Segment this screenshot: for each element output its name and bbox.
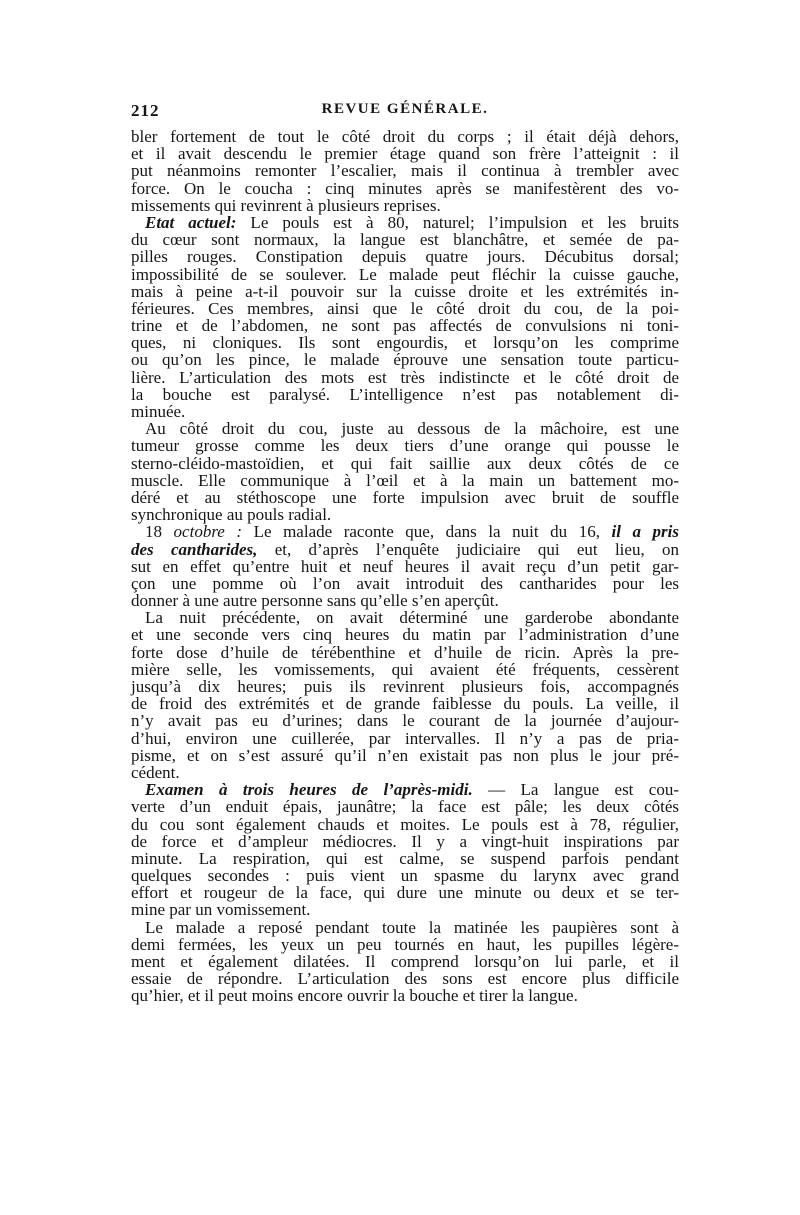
text-line: [131, 970, 679, 987]
text-segment: forte dose d’huile de térébenthine et d’huile de ricin. Après la pre-: [131, 642, 679, 662]
text-line: [131, 180, 679, 197]
page-header: [131, 95, 679, 125]
text-segment: Le malade raconte que, dans la nuit du 16,: [242, 522, 612, 542]
book-page: [131, 95, 679, 1005]
text-line: [131, 644, 679, 661]
text-segment: pisme, et on s’est assuré qu’il n’en existait pas non plus le jour pré-: [131, 745, 679, 765]
text-line: [131, 816, 679, 833]
text-segment: férieures. Ces membres, ainsi que le côté droit du cou, de la poi-: [131, 298, 679, 318]
text-segment: la bouche est paralysé. L’intelligence n’est pas notablement di-: [131, 384, 679, 404]
text-segment: jusqu’à dix heures; puis ils revinrent plusieurs fois, accompagnés: [131, 677, 679, 696]
text-segment: essaie de répondre. L’articulation des sons est encore plus difficile: [131, 969, 679, 989]
text-line: [131, 300, 679, 317]
text-segment: mine par un vomissement.: [131, 900, 311, 920]
text-segment: muscle. Elle communique à l’œil et à la main un battement mo-: [131, 470, 679, 490]
text-line: [131, 798, 679, 815]
text-line: [131, 128, 679, 145]
text-line: [131, 283, 679, 300]
text-line: [131, 145, 679, 162]
text-segment: n’y avait pas eu d’urines; dans le courant de la journée d’aujour-: [131, 711, 679, 731]
emphasis-text: il a pris: [611, 522, 679, 542]
text-line: [131, 231, 679, 248]
text-segment: — La langue est cou-: [472, 780, 679, 800]
text-line: [131, 592, 679, 609]
text-segment: minute. La respiration, qui est calme, se suspend parfois pendant: [131, 848, 679, 868]
text-line: [131, 162, 679, 179]
text-segment: sut en effet qu’entre huit et neuf heures il avait reçu d’un petit gar-: [131, 556, 679, 576]
text-segment: tumeur grosse comme les deux tiers d’une orange qui pousse le: [131, 436, 679, 456]
text-line: [131, 712, 679, 729]
text-segment: mais à peine a-t-il pouvoir sur la cuisse droite et les extrémités in-: [131, 281, 679, 301]
text-line: [131, 266, 679, 283]
text-segment: cédent.: [131, 762, 180, 782]
text-segment: verte d’un enduit épais, jaunâtre; la face est pâle; les deux côtés: [131, 797, 679, 817]
text-segment: force. On le coucha : cinq minutes après se manifestèrent des vo-: [131, 178, 679, 198]
text-line: [131, 626, 679, 643]
text-line: [131, 558, 679, 575]
text-line: [131, 214, 679, 231]
text-line: [131, 901, 679, 918]
text-segment: minuée.: [131, 402, 186, 421]
text-line: [131, 506, 679, 523]
text-segment: demi fermées, les yeux un peu tournés en haut, les pupilles légère-: [131, 934, 679, 954]
text-line: [131, 730, 679, 747]
text-line: [131, 678, 679, 695]
text-line: [131, 351, 679, 368]
emphasis-text: Etat actuel:: [145, 212, 237, 232]
text-segment: 18: [145, 522, 174, 542]
text-line: [131, 695, 679, 712]
text-segment: Le malade a reposé pendant toute la matinée les paupières sont à: [145, 917, 679, 937]
text-line: [131, 248, 679, 265]
text-segment: du cœur sont normaux, la langue est blanchâtre, et semée de pa-: [131, 230, 679, 250]
text-segment: ou qu’on les pince, le malade éprouve une sensation toute particu-: [131, 350, 679, 370]
text-line: [131, 919, 679, 936]
text-segment: donner à une autre personne sans qu’elle s’en aperçût.: [131, 591, 499, 611]
text-segment: ques, ni cloniques. Ils sont engourdis, et lorsqu’on les comprime: [131, 333, 679, 353]
text-line: [131, 197, 679, 214]
text-line: [131, 850, 679, 867]
text-segment: du cou sont également chauds et moites. Le pouls est à 78, régulier,: [131, 814, 679, 834]
text-segment: de force et d’ampleur médiocres. Il y a vingt-huit inspirations par: [131, 831, 679, 851]
text-line: [131, 953, 679, 970]
text-segment: La nuit précédente, on avait déterminé une garderobe abondante: [145, 608, 679, 628]
text-line: [131, 420, 679, 437]
text-segment: et il avait descendu le premier étage quand son frère l’atteignit : il: [131, 144, 679, 164]
text-line: [131, 833, 679, 850]
text-segment: quelques secondes : puis vient un spasme du larynx avec grand: [131, 866, 679, 886]
text-line: [131, 661, 679, 678]
text-segment: qu’hier, et il peut moins encore ouvrir la bouche et tirer la langue.: [131, 986, 578, 1006]
emphasis-text: des cantharides,: [131, 539, 258, 559]
text-segment: Au côté droit du cou, juste au dessous de la mâchoire, est une: [145, 419, 679, 439]
text-line: [131, 403, 679, 420]
text-segment: çon une pomme où l’on avait introduit des cantharides pour les: [131, 573, 679, 593]
text-line: [131, 541, 679, 558]
emphasis-text: Examen à trois heures de l’après-midi.: [145, 780, 473, 800]
text-line: [131, 747, 679, 764]
text-segment: missements qui revinrent à plusieurs reprises.: [131, 195, 441, 215]
text-line: [131, 472, 679, 489]
text-line: [131, 884, 679, 901]
text-line: [131, 575, 679, 592]
text-segment: impossibilité de se soulever. Le malade peut fléchir la cuisse gauche,: [131, 264, 679, 284]
emphasis-text: octobre :: [173, 522, 243, 542]
text-segment: effort et rougeur de la face, qui dure une minute ou deux et se ter-: [131, 883, 679, 903]
text-segment: et, d’après l’enquête judiciaire qui eut lieu, on: [257, 539, 679, 559]
text-line: [131, 437, 679, 454]
text-segment: mière selle, les vomissements, qui avaient été fréquents, cessèrent: [131, 659, 679, 679]
text-segment: trine et de l’abdomen, ne sont pas affectés de convulsions ni toni-: [131, 316, 679, 336]
text-segment: synchronique au pouls radial.: [131, 505, 332, 525]
text-line: [131, 987, 679, 1004]
text-line: [131, 455, 679, 472]
text-line: [131, 764, 679, 781]
text-line: [131, 523, 679, 540]
text-line: [131, 489, 679, 506]
text-segment: et une seconde vers cinq heures du matin par l’administration d’une: [131, 625, 679, 645]
text-line: [131, 317, 679, 334]
text-segment: pilles rouges. Constipation depuis quatre jours. Décubitus dorsal;: [131, 247, 679, 267]
text-segment: ment et également dilatées. Il comprend lorsqu’on lui parle, et il: [131, 952, 679, 971]
text-line: [131, 334, 679, 351]
page-body-text: [131, 128, 679, 1005]
text-segment: déré et au stéthoscope une forte impulsion avec bruit de souffle: [131, 487, 679, 507]
page-number: 212: [131, 101, 160, 120]
text-segment: Le pouls est à 80, naturel; l’impulsion et les bruits: [236, 212, 679, 232]
text-segment: d’hui, environ une cuillerée, par intervalles. Il n’y a pas de pria-: [131, 728, 679, 748]
text-line: [131, 609, 679, 626]
text-line: [131, 781, 679, 798]
text-line: [131, 369, 679, 386]
running-title: REVUE GÉNÉRALE.: [321, 101, 489, 117]
text-segment: lière. L’articulation des mots est très indistincte et le côté droit de: [131, 367, 679, 387]
text-segment: de froid des extrémités et de grande faiblesse du pouls. La veille, il: [131, 694, 679, 714]
text-line: [131, 386, 679, 403]
text-line: [131, 867, 679, 884]
text-line: [131, 936, 679, 953]
text-segment: put néanmoins remonter l’escalier, mais il continua à trembler avec: [131, 161, 679, 181]
text-segment: bler fortement de tout le côté droit du corps ; il était déjà dehors,: [131, 127, 679, 146]
text-segment: sterno-cléido-mastoïdien, et qui fait saillie aux deux côtés de ce: [131, 453, 679, 473]
